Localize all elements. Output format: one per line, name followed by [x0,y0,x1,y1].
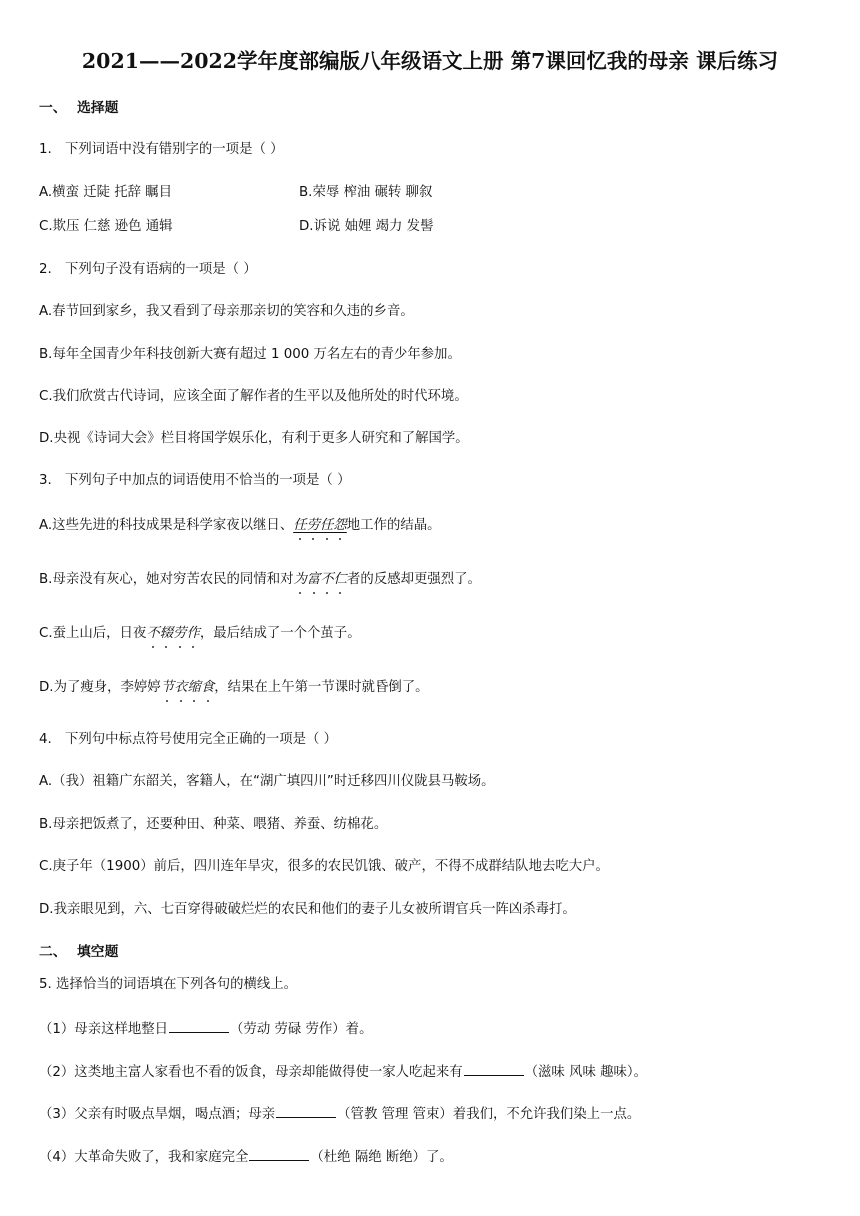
option-text-before: A.这些先进的科技成果是科学家夜以继日、 [39,518,294,533]
question-5-item-2 [39,1061,647,1082]
question-1-options-row-2 [39,218,434,236]
option-text-after: ，最后结成了一个个茧子。 [199,626,361,641]
item-text-before: （3）父亲有时吸点旱烟，喝点酒；母亲 [39,1107,276,1122]
section-label: 填空题 [77,944,119,960]
option-text-after: 者的反感却更强烈了。 [347,572,481,587]
question-number: 1. [39,142,52,157]
dotted-word-text: 为富不仁 [293,572,348,587]
item-text-before: （4）大革命失败了，我和家庭完全 [39,1150,249,1165]
answer-blank[interactable] [464,1061,524,1076]
option-text-before: B.母亲没有灰心，她对穷苦农民的同情和对 [39,572,294,587]
dotted-word-text: 节衣缩食 [160,680,215,695]
option-d: D.诉说 妯娌 竭力 发髻 [299,219,434,234]
item-text-after: （杜绝 隔绝 断绝）了。 [310,1150,453,1165]
item-text-before: （2）这类地主富人家看也不看的饭食，母亲却能做得使一家人吃起来有 [39,1065,463,1080]
question-3-option-b [39,571,481,589]
item-text-before: （1）母亲这样地整日 [39,1022,169,1037]
question-3-option-a [39,517,441,535]
dotted-word [293,571,347,589]
item-text-after: （劳动 劳碌 劳作）着。 [230,1022,373,1037]
question-text: 下列句子中加点的词语使用不恰当的一项是（ ） [65,473,351,488]
question-2-option-b: B.每年全国青少年科技创新大赛有超过 1 000 万名左右的青少年参加。 [39,347,461,362]
dotted-word-text: 不辍劳作 [146,626,200,641]
emphasis-dots [293,538,347,544]
option-text-before: D.为了瘦身，李婷婷 [39,680,161,695]
answer-blank[interactable] [276,1103,336,1118]
item-text-after: （管教 管理 管束）着我们，不允许我们染上一点。 [337,1107,641,1122]
question-4-stem [39,731,337,749]
section-number: 二、 [39,944,67,960]
emphasis-dots [293,592,347,598]
question-number: 2. [39,262,52,277]
question-3-stem [39,472,350,490]
question-1-stem [39,141,284,159]
question-5-stem: 5. 选择恰当的词语填在下列各句的横线上。 [39,977,298,992]
question-2-stem [39,261,257,279]
question-2-option-a: A.春节回到家乡，我又看到了母亲那亲切的笑容和久违的乡音。 [39,304,414,319]
question-5-item-3 [39,1103,640,1124]
answer-blank[interactable] [249,1146,309,1161]
question-5-item-1 [39,1018,372,1039]
option-text-after: ，结果在上午第一节课时就昏倒了。 [214,680,429,695]
question-1-options-row-1 [39,184,433,202]
question-4-option-a: A.（我）祖籍广东韶关，客籍人，在“湖广填四川”时迁移四川仪陇县马鞍场。 [39,774,495,789]
option-a: A.横蛮 迁陡 托辞 瞩目 [39,185,173,200]
section-heading-fill [39,943,118,961]
question-3-option-c [39,625,361,643]
item-text-after: （滋味 风味 趣味）。 [524,1065,647,1080]
question-text: 下列词语中没有错别字的一项是（ ） [65,142,284,157]
option-text-after: 地工作的结晶。 [346,518,441,533]
option-c: C.欺压 仁慈 逊色 通辑 [39,219,173,234]
section-label: 选择题 [77,100,119,116]
emphasis-dots [146,646,200,652]
question-number: 3. [39,473,52,488]
question-text: 下列句中标点符号使用完全正确的一项是（ ） [65,732,338,747]
option-b: B.荣辱 榨油 碾转 聊叙 [299,185,433,200]
question-3-option-d [39,679,429,697]
dotted-word [161,679,215,697]
question-5-item-4 [39,1146,453,1167]
question-text: 下列句子没有语病的一项是（ ） [65,262,257,277]
dotted-word [146,625,200,643]
question-number: 4. [39,732,52,747]
question-4-option-b: B.母亲把饭煮了，还要种田、种菜、喂猪、养蚕、纺棉花。 [39,817,388,832]
dotted-word-text: 任劳任怨 [293,518,347,533]
section-number: 一、 [39,100,67,116]
question-2-option-d: D.央视《诗词大会》栏目将国学娱乐化，有利于更多人研究和了解国学。 [39,431,469,446]
dotted-word [293,517,347,535]
question-2-option-c: C.我们欣赏古代诗词，应该全面了解作者的生平以及他所处的时代环境。 [39,389,468,404]
section-heading-choice [39,99,118,117]
question-4-option-c: C.庚子年（1900）前后，四川连年旱灾，很多的农民饥饿、破产，不得不成群结队地去吃大户。 [39,859,609,874]
answer-blank[interactable] [169,1018,229,1033]
emphasis-dots [161,700,215,706]
option-text-before: C.蚕上山后，日夜 [39,626,147,641]
question-4-option-d: D.我亲眼见到，六、七百穿得破破烂烂的农民和他们的妻子儿女被所谓官兵一阵凶杀毒打。 [39,902,576,917]
page-title: 2021——2022学年度部编版八年级语文上册 第7课回忆我的母亲 课后练习 [81,49,779,73]
